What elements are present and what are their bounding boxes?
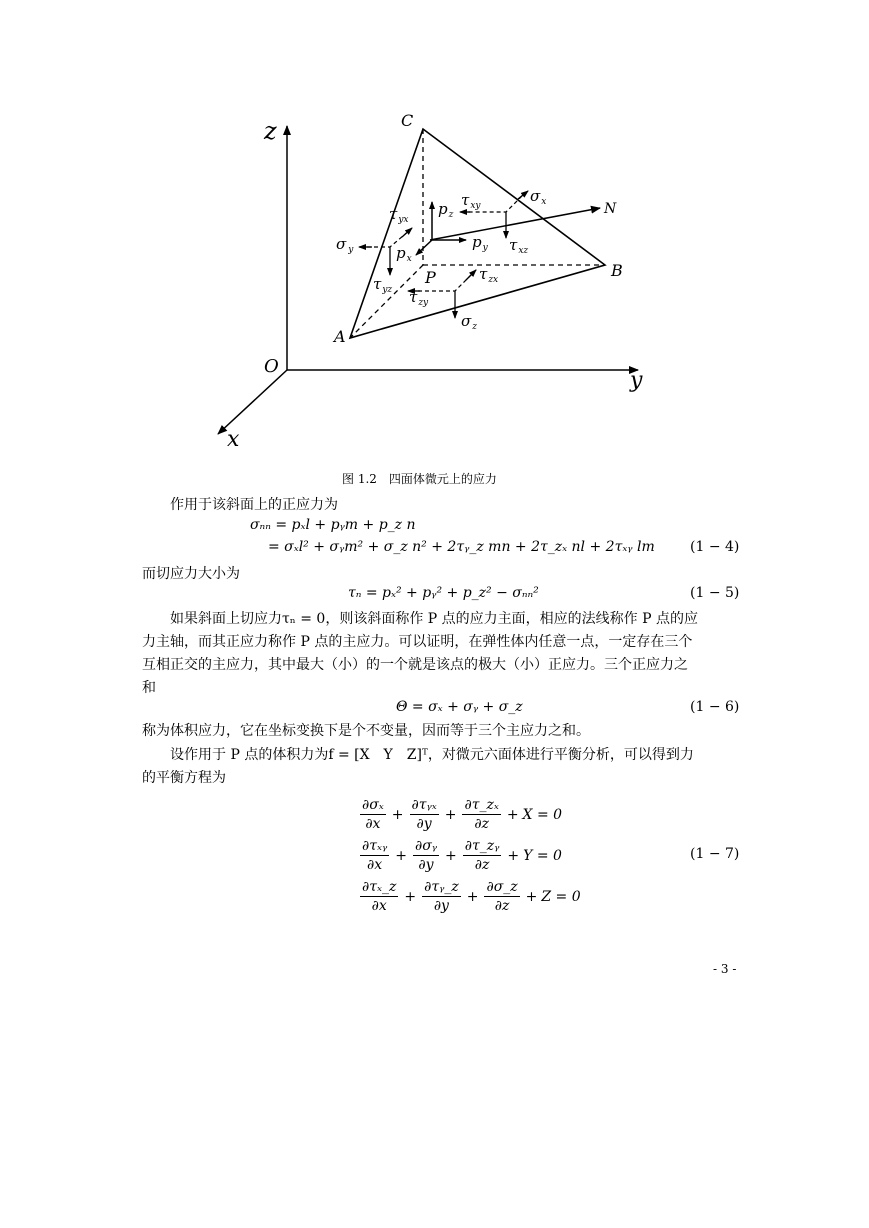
equation-1-5-number: (1 − 5) [690,585,740,601]
paragraph-body-force-line-2: 的平衡方程为 [142,770,226,786]
tau-zx-label: $\tau_{zx}$ [479,265,499,285]
equation-1-7-row-2: $\frac{\text{∂τₓᵧ}}{\partial x}$ + $\frac{\text{∂σᵧ}}{\partial y}$ + $\frac{\text{∂τ\_zᵧ}}{\partial z}$ + Y = 0 [362,838,562,873]
axis-z-label: z [264,117,277,145]
axis-x-line [218,370,287,434]
tetrahedron-figure [0,0,869,470]
axis-y-label: y [630,368,643,393]
sigma-y-label: σ $_y$ [336,235,354,255]
vertex-b-label: B [611,261,623,280]
paragraph-body-force-line-1: 设作用于 P 点的体积力为f = [X Y Z]ᵀ，对微元六面体进行平衡分析，可以得到力 [170,747,694,763]
tau-yx-label: $\tau_{yx}$ [389,205,409,225]
figure-caption: 图 1.2 四面体微元上的应力 [342,472,497,486]
equation-1-4-line-2: = σₓl² + σᵧm² + σ_z n² + 2τᵧ_z mn + 2τ_zₓ nl + 2τₓᵧ lm [268,539,655,555]
tau-xz-label: $\tau_{xz}$ [509,236,529,256]
equation-1-4-line-1: σₙₙ = pₓl + pᵧm + p_z n [250,517,416,533]
tau-zx-dashed [411,270,476,291]
sigma-x-label: $\sigma_x$ [530,187,547,207]
paragraph-normal-stress: 作用于该斜面上的正应力为 [170,497,338,513]
paragraph-principal-line-2: 力主轴，而其正应力称作 P 点的主应力。可以证明，在弹性体内任意一点，一定存在三个 [142,634,693,650]
page-number: - 3 - [713,962,737,976]
equation-1-4-number: (1 − 4) [690,539,740,555]
equation-1-6: Θ = σₓ + σᵧ + σ_z [396,699,523,715]
equation-1-7-row-3: $\frac{\text{∂τₓ\_z}}{\partial x}$ + $\frac{\text{∂τᵧ\_z}}{\partial y}$ + $\frac{\partial\sigma\_z}{\partial z}$ + Z = 0 [362,879,581,914]
equation-1-6-number: (1 − 6) [690,699,740,715]
paragraph-principal-line-3: 互相正交的主应力，其中最大（小）的一个就是该点的极大（小）正应力。三个正应力之 [142,657,688,673]
sigma-x-arrow [518,191,528,199]
equation-1-7-row-1: $\frac{\text{∂σₓ}}{\partial x}$ + $\frac{\text{∂τᵧₓ}}{\partial y}$ + $\frac{\text{∂τ\_zₓ}}{\partial z}$ + X = 0 [362,797,563,832]
tau-xy-label: $\tau_{xy}$ [461,191,481,211]
vertex-c-label: C [401,111,414,130]
paragraph-principal-line-1: 如果斜面上切应力τₙ = 0，则该斜面称作 P 点的应力主面，相应的法线称作 P 点的应 [170,611,698,627]
paragraph-principal-line-4: 和 [142,680,156,696]
tau-zy-label: $\tau_{zy}$ [409,288,429,308]
paragraph-shear-stress: 而切应力大小为 [142,566,240,582]
sigma-z-label: $\sigma_z$ [461,312,477,332]
tau-yz-label: $\tau_{yz}$ [373,275,393,295]
px-arrow [416,240,432,255]
tau-yx-arrow [402,228,412,237]
axis-x-label: x [227,427,240,452]
tau-zx-arrow [466,270,476,280]
normal-n-label: N [604,201,617,217]
py-label: $p_y$ [472,233,488,253]
vertex-a-label: A [334,327,346,346]
equation-1-5: τₙ = pₓ² + pᵧ² + p_z² − σₙₙ² [348,585,539,601]
point-p-label: P [425,268,436,287]
pz-label: $p_z$ [438,200,454,220]
paragraph-volumetric: 称为体积应力，它在坐标变换下是个不变量，因而等于三个主应力之和。 [142,723,590,739]
px-label: $p_x$ [396,244,412,264]
equation-1-7-number: (1 − 7) [690,846,740,862]
origin-label: O [264,356,279,377]
